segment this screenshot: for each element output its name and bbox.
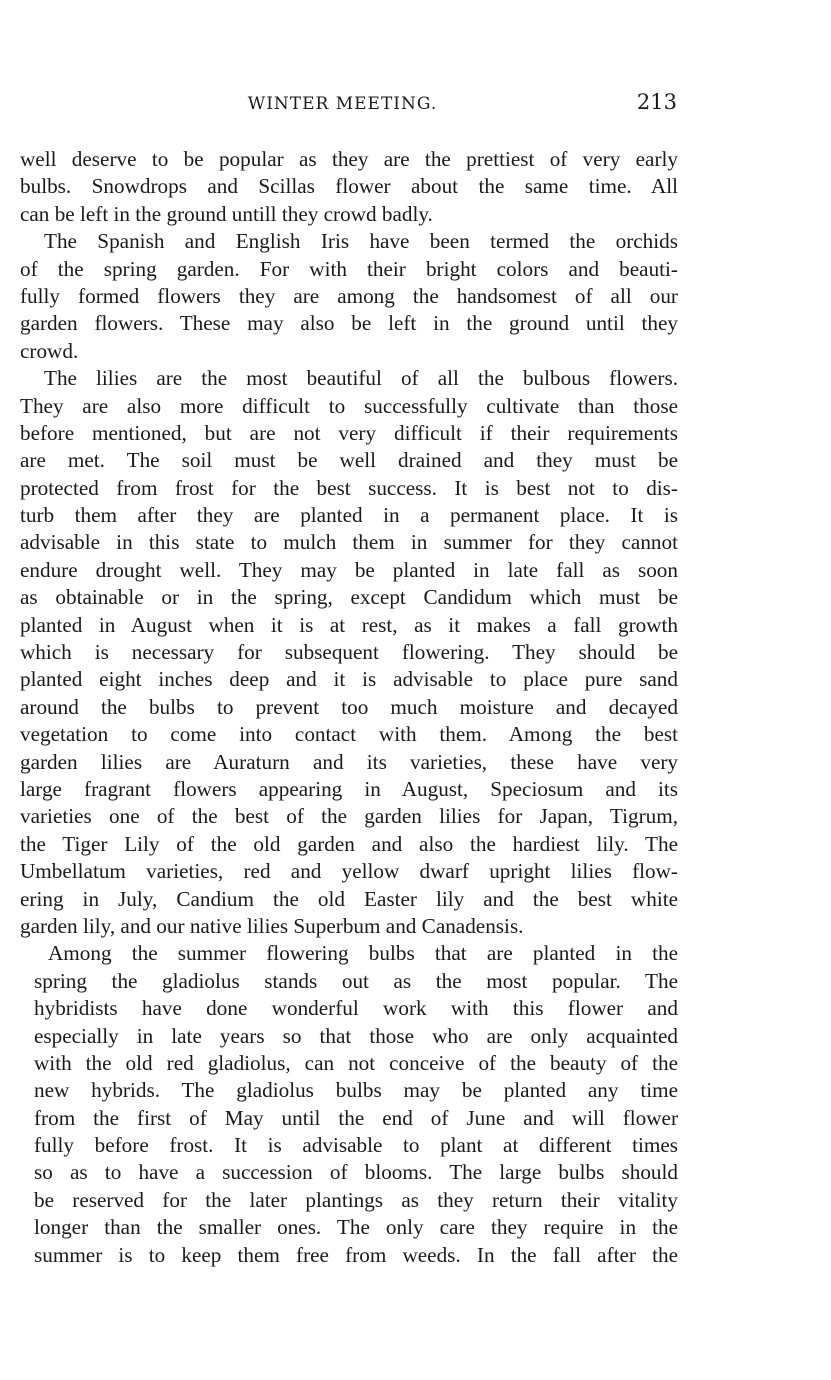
text-line: They are also more difficult to successfully cultivate than those xyxy=(20,393,678,418)
text-line: bulbs. Snowdrops and Scillas flower about the same time. All xyxy=(20,174,678,199)
text-line: which is necessary for subsequent flowering. They should be xyxy=(20,640,678,665)
running-head-title: WINTER MEETING. xyxy=(247,94,438,114)
text-line: turb them after they are planted in a permanent place. It is xyxy=(20,503,678,528)
text-line: fully before frost. It is advisable to plant at different times xyxy=(34,1133,678,1158)
text-line: new hybrids. The gladiolus bulbs may be planted any time xyxy=(34,1078,678,1103)
text-line: from the first of May until the end of June and will flower xyxy=(34,1105,678,1130)
text-line: large fragrant flowers appearing in August, Speciosum and its xyxy=(20,776,678,801)
text-line: so as to have a succession of blooms. The large bulbs should xyxy=(34,1160,678,1185)
paragraph-first-line: The Spanish and English Iris have been termed the orchids xyxy=(44,229,678,254)
text-line: the Tiger Lily of the old garden and also the hardiest lily. The xyxy=(20,831,678,856)
page-number: 213 xyxy=(636,90,677,114)
text-line: longer than the smaller ones. The only care they require in the xyxy=(34,1215,678,1240)
paragraph-first-line: Among the summer flowering bulbs that are planted in the xyxy=(48,941,678,966)
text-line: are met. The soil must be well drained and they must be xyxy=(20,448,678,473)
text-line: can be left in the ground untill they crowd badly. xyxy=(20,201,433,226)
text-line: protected from frost for the best success. It is best not to dis- xyxy=(20,475,678,500)
body-text xyxy=(20,146,678,1269)
text-line: endure drought well. They may be planted in late fall as soon xyxy=(20,557,678,582)
text-line: be reserved for the later plantings as they return their vitality xyxy=(34,1187,678,1212)
text-line: hybridists have done wonderful work with this flower and xyxy=(34,996,678,1021)
text-line: with the old red gladiolus, can not conceive of the beauty of the xyxy=(34,1050,678,1075)
text-line: crowd. xyxy=(20,338,79,363)
paragraph-first-line: The lilies are the most beautiful of all the bulbous flowers. xyxy=(44,366,678,391)
text-line: ering in July, Candium the old Easter lily and the best white xyxy=(20,886,678,911)
text-line: advisable in this state to mulch them in summer for they cannot xyxy=(20,530,678,555)
text-line: garden flowers. These may also be left in the ground until they xyxy=(20,311,678,336)
text-line: well deserve to be popular as they are the prettiest of very early xyxy=(20,147,678,171)
text-line: garden lilies are Auraturn and its varieties, these have very xyxy=(20,749,678,774)
text-line: fully formed flowers they are among the handsomest of all our xyxy=(20,283,678,308)
text-line: around the bulbs to prevent too much moisture and decayed xyxy=(20,694,678,719)
text-line: planted in August when it is at rest, as it makes a fall growth xyxy=(20,612,678,637)
text-line: planted eight inches deep and it is advisable to place pure sand xyxy=(20,667,678,692)
text-line: as obtainable or in the spring, except Candidum which must be xyxy=(20,585,678,610)
text-line: especially in late years so that those who are only acquainted xyxy=(34,1023,678,1048)
text-line: vegetation to come into contact with them. Among the best xyxy=(20,722,678,747)
text-line: varieties one of the best of the garden lilies for Japan, Tigrum, xyxy=(20,804,678,829)
text-line: Umbellatum varieties, red and yellow dwarf upright lilies flow- xyxy=(20,859,678,884)
text-line: of the spring garden. For with their bright colors and beauti- xyxy=(20,256,678,281)
text-line: summer is to keep them free from weeds. In the fall after the xyxy=(34,1242,678,1267)
text-line: garden lily, and our native lilies Superbum and Canadensis. xyxy=(20,913,524,938)
text-line: before mentioned, but are not very difficult if their requirements xyxy=(20,420,678,445)
text-line: spring the gladiolus stands out as the most popular. The xyxy=(34,968,678,993)
running-head xyxy=(20,90,677,120)
